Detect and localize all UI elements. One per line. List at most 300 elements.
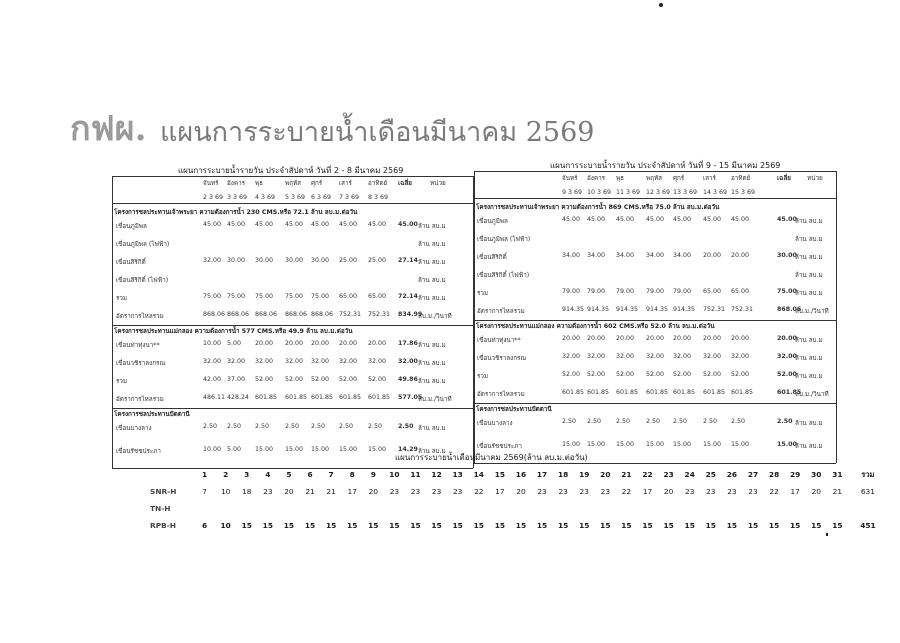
day-header: จันทร์ xyxy=(203,180,219,187)
day-number: 19 xyxy=(579,470,590,479)
day-value: 15 xyxy=(684,521,695,530)
row-label: เขื่อนบางลาง xyxy=(116,425,152,432)
table-rule xyxy=(474,171,836,172)
day-value xyxy=(658,500,679,517)
day-number: 18 xyxy=(557,470,569,479)
day-value: 15 xyxy=(304,521,316,530)
cell-value: 75.00 xyxy=(311,293,330,300)
cell-value: 5.00 xyxy=(227,340,242,347)
unit-value: ลบ.ม./วินาที xyxy=(795,391,829,398)
cell-value: 2.50 xyxy=(731,418,746,425)
cell-value: 20.00 xyxy=(731,335,750,342)
unit-value: ลบ.ม./วินาที xyxy=(795,308,829,315)
day-value: 15 xyxy=(494,521,505,530)
cell-value: 2.50 xyxy=(703,418,718,425)
day-value: 15 xyxy=(726,521,738,530)
day-value xyxy=(405,500,426,517)
monthly-row xyxy=(150,483,888,500)
date-header: 4 3 69 xyxy=(255,194,276,201)
avg-header: เฉลี่ย xyxy=(398,180,412,187)
cell-value: 20.00 xyxy=(646,335,665,342)
cell-value: 20.00 xyxy=(339,340,358,347)
cell-value: 32.00 xyxy=(616,353,635,360)
cell-value: 32.00 xyxy=(255,358,274,365)
day-value xyxy=(553,500,574,517)
date-header: 12 3 69 xyxy=(646,189,671,196)
cell-value: 914.35 xyxy=(673,306,696,313)
unit-value: ล้าน ลบ.ม xyxy=(795,236,823,243)
avg-value: 577.05 xyxy=(398,394,423,401)
day-value: 17 xyxy=(790,487,800,496)
day-value: 15 xyxy=(515,521,527,530)
day-number: 15 xyxy=(494,470,505,479)
day-value xyxy=(785,500,806,517)
cell-value: 34.00 xyxy=(562,252,581,259)
unit-value: ล้าน ลบ.ม xyxy=(418,223,446,230)
row-label: อัตราการไหลรวม xyxy=(477,391,525,398)
row-label: เขื่อนบางลาง xyxy=(477,420,513,427)
day-value: 15 xyxy=(579,521,590,530)
unit-value: ล้าน ลบ.ม xyxy=(795,290,823,297)
table-border xyxy=(836,171,837,463)
day-value: 15 xyxy=(832,521,843,530)
date-header: 6 3 69 xyxy=(311,194,332,201)
day-number: 27 xyxy=(747,470,759,479)
day-header: จันทร์ xyxy=(562,175,578,182)
day-value: 22 xyxy=(474,487,484,496)
cell-value: 2.50 xyxy=(339,423,354,430)
date-header: 8 3 69 xyxy=(368,194,389,201)
row-label: TN-H xyxy=(150,504,171,513)
cell-value: 45.00 xyxy=(203,221,222,228)
row-label: เขื่อนสิริกิติ์ (ไฟฟ้า) xyxy=(477,272,530,279)
day-number: 12 xyxy=(431,470,442,479)
day-header: เสาร์ xyxy=(703,175,716,182)
cell-value: 32.00 xyxy=(285,358,304,365)
unit-value: ล้าน ลบ.ม xyxy=(418,295,446,302)
unit-value: ล้าน ลบ.ม xyxy=(795,254,823,261)
cell-value: 20.00 xyxy=(255,340,274,347)
cell-value: 75.00 xyxy=(285,293,304,300)
day-number: 11 xyxy=(410,470,421,479)
day-value: 15 xyxy=(536,521,548,530)
day-value: 23 xyxy=(431,487,442,496)
row-label: เขื่อนรัชชประภา xyxy=(477,443,522,450)
row-label: เขื่อนวชิราลงกรณ xyxy=(116,360,166,367)
cell-value: 32.00 xyxy=(311,358,330,365)
day-number: 24 xyxy=(684,470,695,479)
cell-value: 15.00 xyxy=(339,446,358,453)
day-value: 23 xyxy=(600,487,611,496)
cell-value: 20.00 xyxy=(703,335,722,342)
day-value xyxy=(574,500,595,517)
row-label: รวม xyxy=(477,290,489,297)
avg-value: 32.00 xyxy=(777,353,797,360)
cell-value: 601.85 xyxy=(368,394,391,401)
day-value: 15 xyxy=(811,521,822,530)
day-value xyxy=(236,500,257,517)
cell-value: 34.00 xyxy=(587,252,606,259)
cell-value: 20.00 xyxy=(587,335,606,342)
table-border xyxy=(474,171,475,463)
cell-value: 868.06 xyxy=(311,311,334,318)
unit-value: ล้าน ลบ.ม xyxy=(418,448,446,455)
cell-value: 30.00 xyxy=(311,257,330,264)
cell-value: 2.50 xyxy=(285,423,300,430)
monthly-plan-title: แผนการระบายน้ำเดือนมีนาคม 2569(ล้าน ลบ.ม.ต่อวัน) xyxy=(395,453,588,462)
cell-value: 52.00 xyxy=(311,376,330,383)
cell-value: 52.00 xyxy=(646,371,665,378)
cell-value: 25.00 xyxy=(339,257,358,264)
day-value xyxy=(764,500,785,517)
day-value xyxy=(342,500,363,517)
day-value: 15 xyxy=(368,521,379,530)
row-label: เขื่อนภูมิพล (ไฟฟ้า) xyxy=(477,236,531,243)
cell-value: 79.00 xyxy=(562,288,581,295)
cell-value: 2.50 xyxy=(311,423,326,430)
day-value: 15 xyxy=(663,521,674,530)
cell-value: 32.00 xyxy=(673,353,692,360)
cell-value: 52.00 xyxy=(562,371,581,378)
cell-value: 75.00 xyxy=(203,293,222,300)
cell-value: 52.00 xyxy=(616,371,635,378)
avg-value: 2.50 xyxy=(777,418,793,425)
day-number: 16 xyxy=(515,470,527,479)
cell-value: 52.00 xyxy=(673,371,692,378)
day-number: 20 xyxy=(600,470,611,479)
row-total xyxy=(848,500,888,517)
row-label: เขื่อนท่าทุ่งนา** xyxy=(116,342,160,349)
day-number: 30 xyxy=(811,470,822,479)
cell-value: 45.00 xyxy=(368,221,387,228)
unit-value: ล้าน ลบ.ม xyxy=(418,378,446,385)
day-header: พุธ xyxy=(616,175,624,182)
day-value xyxy=(426,500,447,517)
cell-value: 428.24 xyxy=(227,394,250,401)
cell-value: 601.85 xyxy=(587,389,610,396)
avg-value: 75.00 xyxy=(777,288,797,295)
section-heading: โครงการชลประทานแม่กลอง ความต้องการน้ำ 602 CMS.หรือ 52.0 ล้าน ลบ.ม.ต่อวัน xyxy=(476,323,715,330)
cell-value: 45.00 xyxy=(339,221,358,228)
cell-value: 914.35 xyxy=(587,306,610,313)
day-value: 20 xyxy=(516,487,526,496)
scan-speck xyxy=(826,533,828,536)
unit-value: ลบ.ม./วินาที xyxy=(418,396,452,403)
cell-value: 10.00 xyxy=(203,446,222,453)
day-value: 20 xyxy=(811,487,821,496)
day-value xyxy=(299,500,320,517)
cell-value: 52.00 xyxy=(368,376,387,383)
cell-value: 20.00 xyxy=(368,340,387,347)
day-number: 2 xyxy=(223,470,229,479)
avg-value: 49.86 xyxy=(398,376,418,383)
date-header: 11 3 69 xyxy=(616,189,641,196)
day-value xyxy=(700,500,721,517)
avg-value: 30.00 xyxy=(777,252,797,259)
avg-value: 52.00 xyxy=(777,371,797,378)
cell-value: 32.00 xyxy=(227,358,246,365)
day-value: 21 xyxy=(326,487,336,496)
cell-value: 32.00 xyxy=(203,358,222,365)
day-value: 15 xyxy=(452,521,463,530)
avg-value: 14.29 xyxy=(398,446,418,453)
row-total: 631 xyxy=(860,487,875,496)
cell-value: 30.00 xyxy=(285,257,304,264)
day-value xyxy=(321,500,342,517)
date-header: 5 3 69 xyxy=(285,194,306,201)
day-value xyxy=(468,500,489,517)
cell-value: 52.00 xyxy=(587,371,606,378)
cell-value: 32.00 xyxy=(703,353,722,360)
day-number: 9 xyxy=(370,470,376,479)
day-value: 15 xyxy=(431,521,442,530)
day-value: 23 xyxy=(579,487,589,496)
row-label: อัตราการไหลรวม xyxy=(116,396,164,403)
date-header: 3 3 69 xyxy=(227,194,248,201)
cell-value: 20.00 xyxy=(311,340,330,347)
section-heading: โครงการชลประทานปัตตานี xyxy=(476,406,552,413)
cell-value: 20.00 xyxy=(703,252,722,259)
row-label: เขื่อนรัชชประภา xyxy=(116,448,161,455)
cell-value: 34.00 xyxy=(616,252,635,259)
unit-value: ล้าน ลบ.ม xyxy=(795,420,823,427)
unit-header: หน่วย xyxy=(807,175,823,182)
day-value: 23 xyxy=(748,487,758,496)
cell-value: 32.00 xyxy=(339,358,358,365)
table-rule xyxy=(112,203,473,204)
day-value: 23 xyxy=(685,487,695,496)
unit-value: ล้าน ลบ.ม xyxy=(795,355,823,362)
cell-value: 32.00 xyxy=(562,353,581,360)
day-value: 15 xyxy=(325,521,337,530)
day-number: 17 xyxy=(536,470,548,479)
cell-value: 65.00 xyxy=(703,288,722,295)
unit-value: ล้าน ลบ.ม xyxy=(418,360,446,367)
cell-value: 45.00 xyxy=(646,216,665,223)
day-value xyxy=(616,500,637,517)
cell-value: 15.00 xyxy=(587,441,606,448)
cell-value: 601.85 xyxy=(339,394,362,401)
date-header: 10 3 69 xyxy=(587,189,612,196)
cell-value: 752.31 xyxy=(339,311,362,318)
cell-value: 601.85 xyxy=(562,389,585,396)
cell-value: 52.00 xyxy=(703,371,722,378)
day-number: 3 xyxy=(244,470,250,479)
avg-value: 834.99 xyxy=(398,311,423,318)
day-value: 23 xyxy=(558,487,568,496)
day-value xyxy=(489,500,510,517)
cell-value: 32.00 xyxy=(203,257,222,264)
cell-value: 601.85 xyxy=(646,389,669,396)
cell-value: 52.00 xyxy=(339,376,358,383)
row-label-blank xyxy=(150,466,194,483)
day-value: 23 xyxy=(706,487,716,496)
day-value: 15 xyxy=(621,521,632,530)
panel-title: แผนการระบายน้ำรายวัน ประจำสัปดาห์ วันที่ 9 - 15 มีนาคม 2569 xyxy=(550,161,781,170)
cell-value: 45.00 xyxy=(255,221,274,228)
day-value xyxy=(827,500,848,517)
day-value: 23 xyxy=(410,487,421,496)
date-header: 9 3 69 xyxy=(562,189,583,196)
row-label: เขื่อนวชิราลงกรณ xyxy=(477,355,527,362)
day-value: 15 xyxy=(705,521,716,530)
day-value xyxy=(721,500,742,517)
cell-value: 30.00 xyxy=(227,257,246,264)
cell-value: 32.00 xyxy=(731,353,750,360)
cell-value: 52.00 xyxy=(255,376,274,383)
cell-value: 20.00 xyxy=(562,335,581,342)
day-value: 10 xyxy=(220,521,231,530)
day-value xyxy=(278,500,299,517)
monthly-row xyxy=(150,500,888,517)
cell-value: 75.00 xyxy=(255,293,274,300)
unit-value: ล้าน ลบ.ม xyxy=(795,337,823,344)
unit-value: ล้าน ลบ.ม xyxy=(795,218,823,225)
date-header: 15 3 69 xyxy=(731,189,756,196)
day-value: 15 xyxy=(642,521,653,530)
day-header: อังคาร xyxy=(587,175,605,182)
day-value: 22 xyxy=(769,487,779,496)
cell-value: 10.00 xyxy=(203,340,222,347)
cell-value: 601.85 xyxy=(673,389,696,396)
cell-value: 15.00 xyxy=(616,441,635,448)
cell-value: 45.00 xyxy=(227,221,246,228)
avg-value: 45.00 xyxy=(398,221,418,228)
day-value xyxy=(532,500,553,517)
cell-value: 2.50 xyxy=(255,423,270,430)
date-header: 14 3 69 xyxy=(703,189,728,196)
day-number: 23 xyxy=(663,470,674,479)
cell-value: 2.50 xyxy=(673,418,688,425)
day-number: 5 xyxy=(286,470,292,479)
day-value: 7 xyxy=(202,487,207,496)
row-label: เขื่อนสิริกิติ์ (ไฟฟ้า) xyxy=(116,277,169,284)
day-value: 15 xyxy=(768,521,780,530)
day-value: 20 xyxy=(368,487,378,496)
cell-value: 2.50 xyxy=(368,423,383,430)
table-border xyxy=(112,176,113,468)
avg-value: 2.50 xyxy=(398,423,414,430)
cell-value: 65.00 xyxy=(339,293,358,300)
day-value: 6 xyxy=(201,521,208,530)
day-value: 15 xyxy=(557,521,569,530)
cell-value: 601.85 xyxy=(311,394,334,401)
day-value: 15 xyxy=(410,521,421,530)
cell-value: 52.00 xyxy=(731,371,750,378)
day-value xyxy=(194,500,215,517)
cell-value: 65.00 xyxy=(731,288,750,295)
cell-value: 34.00 xyxy=(646,252,665,259)
cell-value: 914.35 xyxy=(646,306,669,313)
cell-value: 45.00 xyxy=(703,216,722,223)
avg-value: 601.85 xyxy=(777,389,802,396)
day-value: 23 xyxy=(389,487,400,496)
section-heading: โครงการชลประทานเจ้าพระยา ความต้องการน้ำ 230 CMS.หรือ 72.1 ล้าน ลบ.ม.ต่อวัน xyxy=(114,209,358,216)
day-value: 15 xyxy=(473,521,484,530)
day-value: 21 xyxy=(832,487,843,496)
unit-value: ล้าน ลบ.ม xyxy=(795,272,823,279)
cell-value: 2.50 xyxy=(587,418,602,425)
day-value xyxy=(384,500,405,517)
day-value xyxy=(742,500,763,517)
unit-header: หน่วย xyxy=(430,180,446,187)
day-number: 10 xyxy=(389,470,400,479)
row-label: เขื่อนสิริกิติ์ xyxy=(477,254,507,261)
cell-value: 20.00 xyxy=(731,252,750,259)
cell-value: 2.50 xyxy=(616,418,631,425)
cell-value: 868.06 xyxy=(203,311,226,318)
day-value: 15 xyxy=(600,521,611,530)
cell-value: 2.50 xyxy=(203,423,218,430)
cell-value: 15.00 xyxy=(646,441,665,448)
cell-value: 32.00 xyxy=(587,353,606,360)
cell-value: 34.00 xyxy=(673,252,692,259)
cell-value: 45.00 xyxy=(311,221,330,228)
section-heading: โครงการชลประทานปัตตานี xyxy=(114,411,190,418)
section-heading: โครงการชลประทานเจ้าพระยา ความต้องการน้ำ 869 CMS.หรือ 75.0 ล้าน ลบ.ม.ต่อวัน xyxy=(476,204,720,211)
day-number: 26 xyxy=(726,470,738,479)
row-label: เขื่อนสิริกิติ์ xyxy=(116,259,146,266)
day-value: 15 xyxy=(283,521,295,530)
cell-value: 45.00 xyxy=(587,216,606,223)
scan-speck xyxy=(659,3,663,7)
day-number: 1 xyxy=(201,470,208,479)
cell-value: 15.00 xyxy=(255,446,274,453)
avg-value: 20.00 xyxy=(777,335,797,342)
cell-value: 914.35 xyxy=(562,306,585,313)
unit-value: ล้าน ลบ.ม xyxy=(418,241,446,248)
avg-value: 45.00 xyxy=(777,216,797,223)
day-value: 10 xyxy=(220,487,231,496)
cell-value: 868.06 xyxy=(255,311,278,318)
cell-value: 601.85 xyxy=(285,394,308,401)
cell-value: 914.35 xyxy=(616,306,639,313)
row-label: RPB-H xyxy=(150,521,176,530)
day-value: 15 xyxy=(262,521,273,530)
cell-value: 601.85 xyxy=(731,389,754,396)
cell-value: 45.00 xyxy=(616,216,635,223)
day-number: 25 xyxy=(705,470,716,479)
date-header: 13 3 69 xyxy=(673,189,698,196)
row-label: เขื่อนภูมิพล xyxy=(116,223,147,230)
day-header: เสาร์ xyxy=(339,180,352,187)
cell-value: 15.00 xyxy=(731,441,750,448)
day-value xyxy=(510,500,531,517)
row-label: เขื่อนภูมิพล (ไฟฟ้า) xyxy=(116,241,170,248)
day-value: 23 xyxy=(452,487,463,496)
row-label: เขื่อนภูมิพล xyxy=(477,218,508,225)
day-value xyxy=(806,500,827,517)
day-number: 29 xyxy=(790,470,801,479)
cell-value: 15.00 xyxy=(673,441,692,448)
day-value xyxy=(363,500,384,517)
day-value: 15 xyxy=(347,521,358,530)
day-value: 23 xyxy=(537,487,547,496)
cell-value: 15.00 xyxy=(311,446,330,453)
cell-value: 2.50 xyxy=(227,423,242,430)
unit-value: ล้าน ลบ.ม xyxy=(418,277,446,284)
day-header: พุธ xyxy=(255,180,263,187)
cell-value: 45.00 xyxy=(562,216,581,223)
cell-value: 752.31 xyxy=(703,306,726,313)
cell-value: 30.00 xyxy=(255,257,274,264)
day-value: 21 xyxy=(305,487,315,496)
row-label: อัตราการไหลรวม xyxy=(477,308,525,315)
row-label: อัตราการไหลรวม xyxy=(116,313,164,320)
cell-value: 45.00 xyxy=(731,216,750,223)
monthly-row xyxy=(150,517,888,534)
cell-value: 32.00 xyxy=(646,353,665,360)
